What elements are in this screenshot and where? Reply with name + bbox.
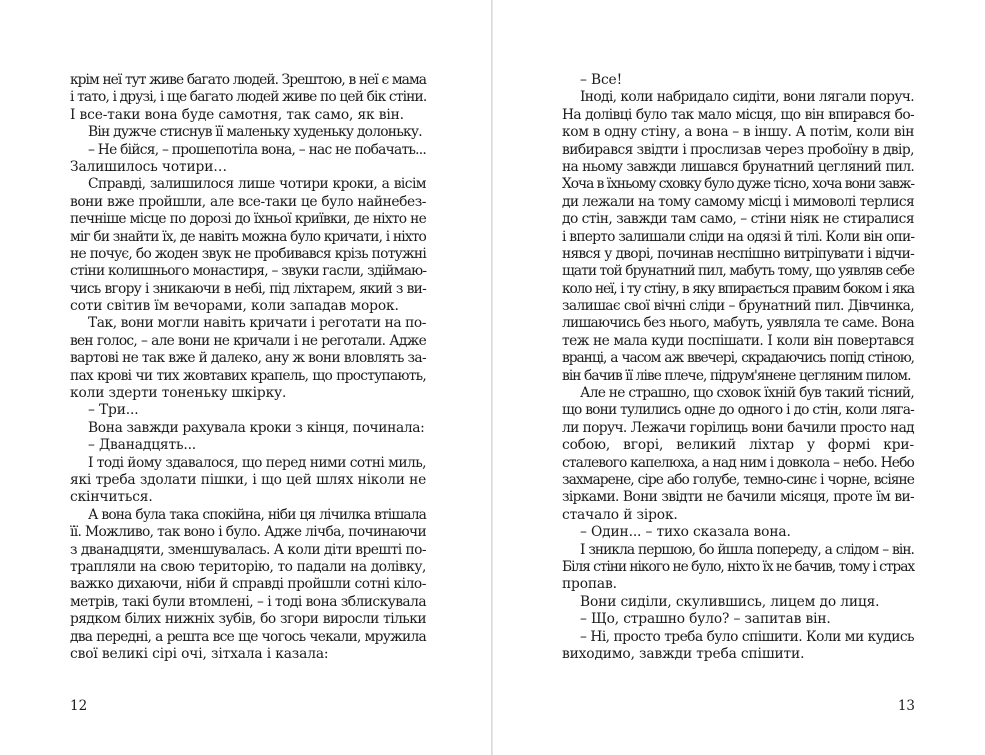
text-line: ди лежали на тому самому місці і мимоволі терлися xyxy=(562,193,914,210)
text-line: рядком білих нижніх зубів, бо згори виросли тільки xyxy=(70,611,426,628)
text-line: стачало й зірок. xyxy=(562,506,678,523)
text-line: вранці, а часом аж ввечері, скрадаючись попід стіною, xyxy=(562,350,914,367)
text-line: вибирався звідти і прослизав через пробоїну в двір, xyxy=(562,141,914,158)
text-line: соти світив їм вечорами, коли западав морок. xyxy=(70,298,399,315)
text-line: чись вгору і зникаючи в небі, під ліхтарем, який з ви- xyxy=(70,280,426,297)
text-line: і тато, і друзі, і ще багато людей живе по цей бік стіни. xyxy=(70,89,427,106)
text-line: пах крові чи тих жовтавих крапель, що проступають, xyxy=(70,367,426,384)
text-line: А вона була така спокійна, ніби ця лічилка втішала xyxy=(88,506,426,523)
left-page-number: 12 xyxy=(70,698,88,714)
text-line: Так, вони могли навіть кричати і реготати на по- xyxy=(88,315,426,332)
text-line: залишає свої вічні сліди – брунатний пил. Дівчинка, xyxy=(562,298,914,315)
text-line: крім неї тут живе багато людей. Зрештою, в неї є мама xyxy=(70,72,426,88)
text-line: – Що, страшно було? – запитав він. xyxy=(580,611,831,628)
text-line: з дванадцяти, зменшувалась. А коли діти врешті по- xyxy=(70,541,426,558)
text-line: собою, вгорі, великий ліхтар у формі кри- xyxy=(562,437,914,454)
text-line: зірками. Вони звідти не бачили місяця, проте їм ви- xyxy=(562,489,914,506)
text-line: Вони сиділи, скулившись, лицем до лиця. xyxy=(580,593,880,610)
text-line: виходимо, завжди треба спішити. xyxy=(562,645,805,662)
text-line: – Три... xyxy=(88,402,139,419)
text-line: вартові не так вже й далеко, ану ж вони вловлять за- xyxy=(70,350,426,367)
text-line: – Дванадцять... xyxy=(88,437,197,454)
text-line: печніше місце по дорозі до їхньої криївки, де ніхто не xyxy=(70,211,426,228)
text-line: На долівці було так мало місця, що він впирався бо- xyxy=(562,106,914,123)
text-line: коло неї, і ту стіну, в яку впирається правим боком і яка xyxy=(562,280,914,297)
right-page-number: 13 xyxy=(897,698,915,714)
text-line: скінчиться. xyxy=(70,489,153,506)
text-line: Іноді, коли набридало сидіти, вони лягали поруч. xyxy=(580,89,914,106)
text-line: не почує, бо жоден звук не пробивався крізь потужні xyxy=(70,245,426,262)
text-line: – Не бійся, – прошепотіла вона, – нас не побачать... xyxy=(88,141,427,158)
text-line: І зникла першою, бо йшла попереду, а слідом – він. xyxy=(580,541,914,558)
text-line: які треба здолати пішки, і що цей шлях ніколи не xyxy=(70,471,426,488)
text-line: стіни колишнього монастиря, – звуки гасли, здіймаю- xyxy=(70,263,427,280)
text-line: нявся у дворі, починав неспішно витріпувати і відчи- xyxy=(562,245,914,262)
text-line: захмарене, сіре або голубе, темно-синє і чорне, всіяне xyxy=(562,471,914,488)
text-line: І тоді йому здавалося, що перед ними сотні миль, xyxy=(88,454,426,471)
text-line: лишаючись без нього, мабуть, уявляла те саме. Вона xyxy=(562,315,914,332)
left-page-text xyxy=(70,72,426,663)
text-line: важко дихаючи, ніби й справді пройшли сотні кіло- xyxy=(70,576,426,593)
text-line: сталевого капелюха, а над ним і довкола – небо. Небо xyxy=(562,454,914,471)
text-line: міг би знайти їх, де навіть можна було кричати, і ніхто xyxy=(70,228,426,245)
right-page-text xyxy=(562,72,914,663)
text-line: теж не мала куди поспішати. І коли він повертався xyxy=(562,332,914,349)
text-line: трапляли на свою територію, то падали на долівку, xyxy=(70,558,426,575)
text-line: свої великі сірі очі, зітхала і казала: xyxy=(70,645,329,662)
text-line: на ньому завжди лишався брунатний цегляний пил. xyxy=(562,158,914,175)
text-line: – Один... – тихо сказала вона. xyxy=(580,524,791,541)
text-line: до стін, завжди там само, – стіни ніяк не стиралися xyxy=(562,211,914,228)
text-line: він бачив її ліве плече, підрум'янене цегляним пилом. xyxy=(562,367,911,384)
text-line: Залишилось чотири… xyxy=(70,158,227,175)
text-line: Хоча в їхньому сховку було дуже тісно, хоча вони завж- xyxy=(562,176,914,193)
text-line: – Все! xyxy=(580,72,622,88)
left-page xyxy=(0,0,490,755)
text-line: ком в одну стіну, а вона – в іншу. А потім, коли він xyxy=(562,124,915,141)
text-line: коли здерти тоненьку шкірку. xyxy=(70,385,287,402)
text-line: два передні, а решта все ще чогось чекали, мружила xyxy=(70,628,426,645)
text-line: Він дужче стиснув її маленьку худеньку долоньку. xyxy=(88,124,422,141)
text-line: що вони тулились одне до одного і до стін, коли ляга- xyxy=(562,402,914,419)
text-line: пропав. xyxy=(562,576,617,593)
text-line: Вона завжди рахувала кроки з кінця, починала: xyxy=(88,419,425,436)
text-line: її. Можливо, так воно і було. Адже лічба, починаючи xyxy=(70,524,426,541)
text-line: вони вже пройшли, але все-таки це було найнебез- xyxy=(70,193,426,210)
text-line: Справді, залишилося лише чотири кроки, а вісім xyxy=(88,176,426,193)
text-line: метрів, такі були втомлені, – і тоді вона зблискувала xyxy=(70,593,426,610)
text-line: Біля стіни нікого не було, ніхто їх не бачив, тому і страх xyxy=(562,558,915,575)
text-line: – Ні, просто треба було спішити. Коли ми кудись xyxy=(580,628,914,645)
right-page xyxy=(493,0,985,755)
text-line: ли поруч. Лежачи горілиць вони бачили просто над xyxy=(562,419,914,436)
text-line: І все-таки вона буде самотня, так само, як він. xyxy=(70,106,404,123)
text-line: щати той брунатний пил, мабуть тому, що уявляв себе xyxy=(562,263,915,280)
text-line: вен голос, – але вони не кричали і не реготали. Адже xyxy=(70,332,426,349)
text-line: і вперто залишали сліди на одязі й тілі. Коли він опи- xyxy=(562,228,915,245)
text-line: Але не страшно, що сховок їхній був такий тісний, xyxy=(580,385,914,402)
